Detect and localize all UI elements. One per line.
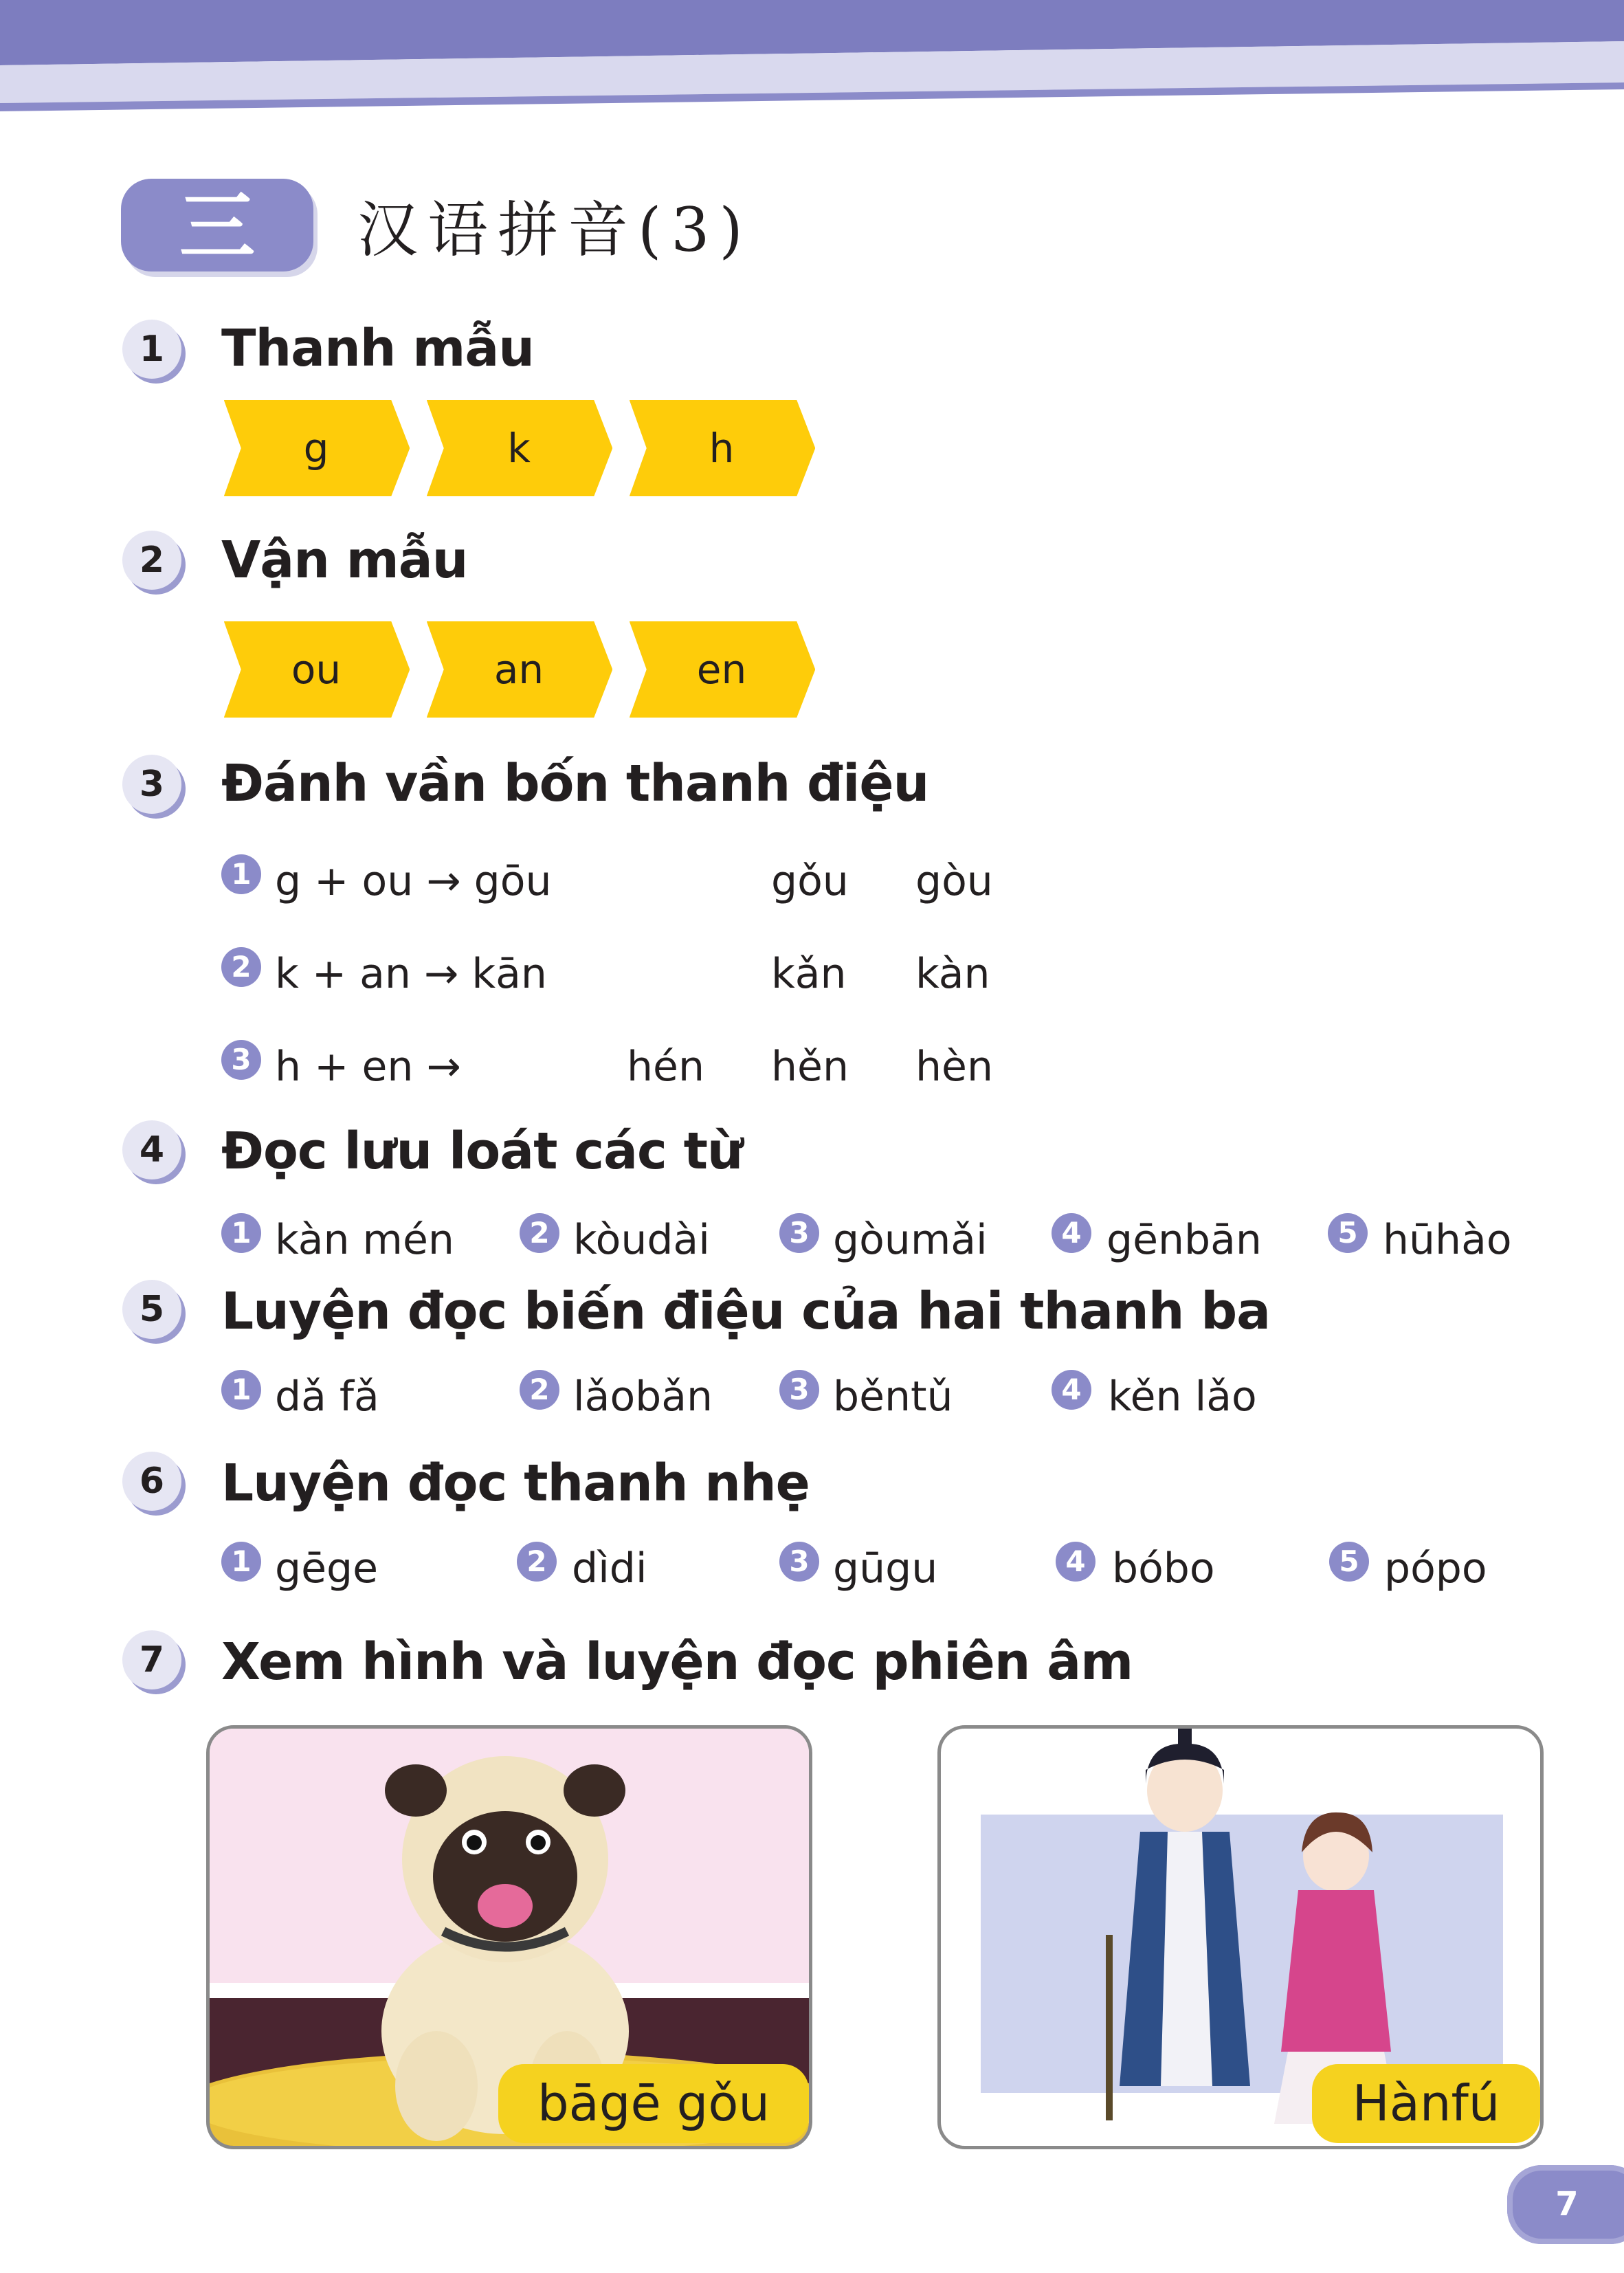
item-number: 1 — [221, 1542, 261, 1582]
section-5-number: 5 — [122, 1280, 181, 1339]
initial-tag: g — [220, 400, 412, 496]
tone-4: hèn — [915, 1043, 993, 1091]
tone-3: gǒu — [771, 857, 849, 905]
item-number: 3 — [779, 1542, 819, 1582]
spelling-formula: g + ou → gōu — [275, 857, 552, 905]
word: gēge — [275, 1544, 378, 1593]
word: dìdi — [572, 1544, 647, 1593]
item-number: 2 — [221, 947, 261, 987]
word: gūgu — [833, 1544, 938, 1593]
section-3-title: Đánh vần bốn thanh điệu — [221, 754, 929, 813]
item-number: 3 — [221, 1040, 261, 1080]
section-1-title: Thanh mẫu — [221, 319, 534, 378]
word: bóbo — [1112, 1544, 1215, 1593]
tone-3: kǎn — [771, 950, 847, 998]
word: kěn lǎo — [1108, 1373, 1257, 1421]
item-number: 3 — [779, 1213, 819, 1253]
item-number: 5 — [1328, 1213, 1368, 1253]
tone-4: kàn — [915, 950, 990, 998]
item-number: 4 — [1056, 1542, 1095, 1582]
lesson-title: 汉语拼音(3) — [357, 195, 753, 265]
section-4-title: Đọc lưu loát các từ — [221, 1122, 743, 1181]
item-number: 3 — [779, 1370, 819, 1410]
item-number: 1 — [221, 854, 261, 894]
word: gòumǎi — [833, 1216, 988, 1264]
top-banner — [0, 0, 1624, 117]
initial-tag: k — [423, 400, 615, 496]
item-number: 2 — [520, 1213, 559, 1253]
tone-2: hén — [627, 1043, 704, 1091]
page-number: 7 — [1555, 2185, 1579, 2224]
word: kòudài — [573, 1216, 710, 1264]
picture-card-hanfu — [937, 1725, 1544, 2149]
picture-label: bāgē gǒu — [498, 2064, 809, 2143]
section-6-number: 6 — [122, 1452, 181, 1511]
item-number: 4 — [1052, 1213, 1091, 1253]
section-6-title: Luyện đọc thanh nhẹ — [221, 1454, 810, 1513]
initial-tag: h — [625, 400, 818, 496]
item-number: 1 — [221, 1370, 261, 1410]
final-tag: ou — [220, 621, 412, 718]
picture-card-pug — [206, 1725, 812, 2149]
section-2-title: Vận mẫu — [221, 531, 468, 590]
lesson-number: 三 — [179, 182, 255, 271]
section-7-title: Xem hình và luyện đọc phiên âm — [221, 1632, 1133, 1692]
word: běntǔ — [833, 1373, 953, 1421]
section-4-number: 4 — [122, 1120, 181, 1179]
item-number: 1 — [221, 1213, 261, 1253]
item-number: 4 — [1052, 1370, 1091, 1410]
final-tag: en — [625, 621, 818, 718]
item-number: 2 — [520, 1370, 559, 1410]
word: lǎobǎn — [573, 1373, 713, 1421]
word: hūhào — [1383, 1216, 1512, 1264]
word: pópo — [1384, 1544, 1487, 1593]
section-5-title: Luyện đọc biến điệu của hai thanh ba — [221, 1282, 1271, 1341]
spelling-formula: h + en → — [275, 1043, 461, 1091]
section-1-number: 1 — [122, 320, 181, 379]
word: gēnbān — [1106, 1216, 1262, 1264]
item-number: 5 — [1329, 1542, 1369, 1582]
tone-3: hěn — [771, 1043, 849, 1091]
spelling-formula: k + an → kān — [275, 950, 547, 998]
final-tag: an — [423, 621, 615, 718]
picture-label: Hànfú — [1312, 2064, 1540, 2143]
section-3-number: 3 — [122, 755, 181, 814]
section-7-number: 7 — [122, 1630, 181, 1689]
tone-4: gòu — [915, 857, 993, 905]
word: kàn mén — [275, 1216, 454, 1264]
section-2-number: 2 — [122, 531, 181, 590]
item-number: 2 — [517, 1542, 557, 1582]
word: dǎ fǎ — [275, 1373, 379, 1421]
